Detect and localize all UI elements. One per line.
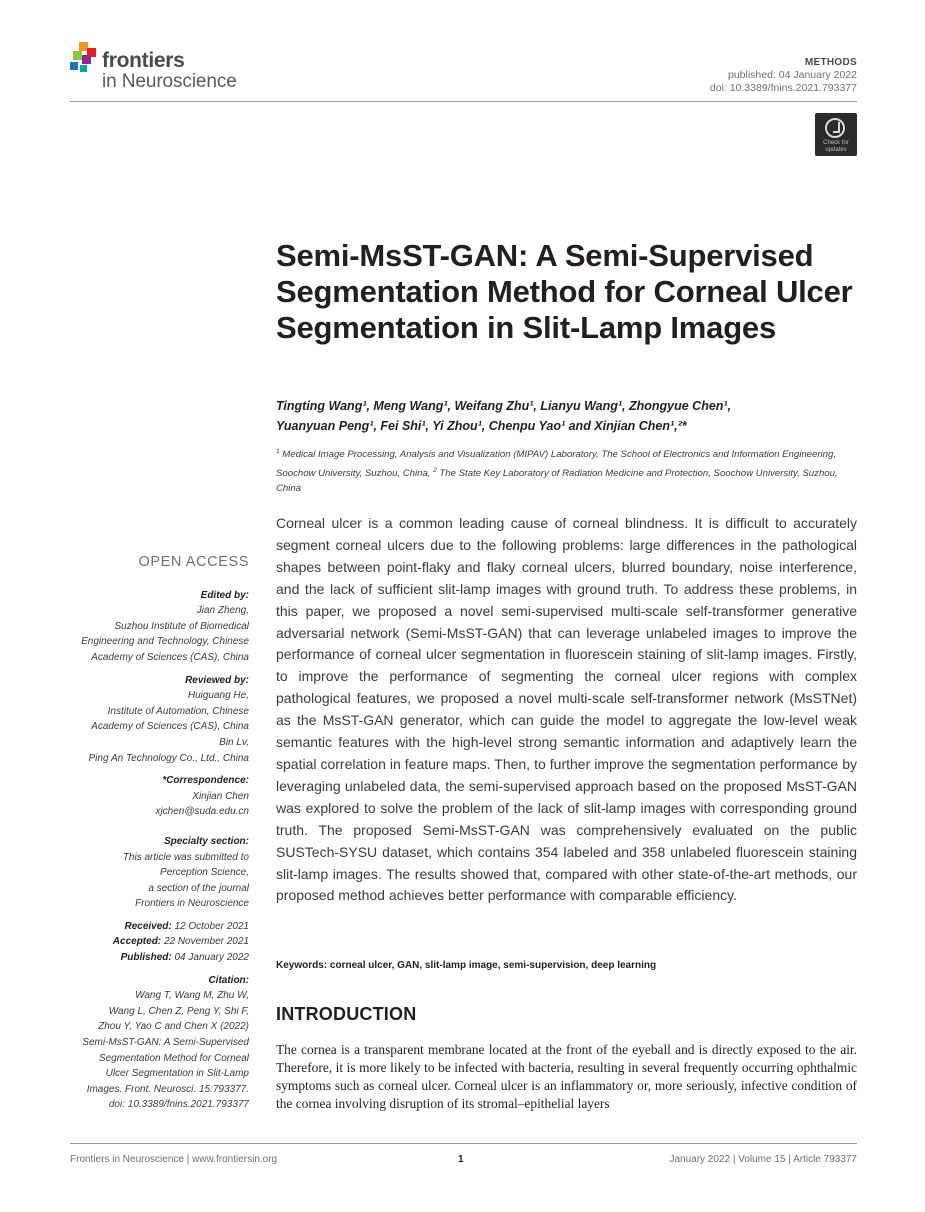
received-label: Received: xyxy=(124,920,172,932)
affil-sup-2: 2 xyxy=(433,466,437,474)
header-divider xyxy=(70,101,857,102)
dates-section xyxy=(60,919,249,966)
citation-line: Ulcer Segmentation in Slit-Lamp xyxy=(105,1068,249,1080)
reviewer-line: Institute of Automation, Chinese xyxy=(107,705,249,717)
citation-line: Zhou Y, Yao C and Chen X (2022) xyxy=(98,1021,249,1033)
correspondence-name: Xinjian Chen xyxy=(192,790,249,802)
journal-logo[interactable] xyxy=(70,42,270,94)
received-date: 12 October 2021 xyxy=(174,920,249,932)
edited-by-label: Edited by: xyxy=(200,589,249,601)
introduction-paragraph: The cornea is a transparent membrane located at the front of the eyeball and is directly exposed to the air. Therefore, it is more likely to be infected with bacteria, resulting in several frequently occurring ophthalmic symptoms such as corneal ulcer. Corneal ulcer is an inflammatory or, more seriously, infective condition of the cornea involving disruption of its stromal–epithelial layers xyxy=(276,1042,857,1112)
affiliation-1: Medical Image Processing, Analysis and Visualization (MIPAV) Laboratory, The School of Electronics and Information Engineering, Soochow University, Suzhou, China, xyxy=(276,449,836,479)
footer-divider xyxy=(70,1143,857,1144)
citation-line: Images. Front. Neurosci. 15:793377. xyxy=(86,1083,249,1095)
footer-journal-link[interactable]: Frontiers in Neuroscience | www.frontiersin.org xyxy=(70,1154,278,1165)
citation-label: Citation: xyxy=(208,974,249,986)
published-date: published: 04 January 2022 xyxy=(727,69,857,81)
reviewed-by-label: Reviewed by: xyxy=(185,674,249,686)
reviewer-line: Huiguang He, xyxy=(187,690,249,702)
edited-by-section xyxy=(60,588,249,666)
authors-line-2: Yuanyuan Peng¹, Fei Shi¹, Yi Zhou¹, Chenpu Yao¹ and Xinjian Chen¹,²* xyxy=(276,419,687,433)
check-icon xyxy=(825,118,845,138)
citation-line: Semi-MsST-GAN: A Semi-Supervised xyxy=(82,1037,249,1049)
authors-line-1: Tingting Wang¹, Meng Wang¹, Weifang Zhu¹, Lianyu Wang¹, Zhongyue Chen¹, xyxy=(276,399,732,413)
author-list xyxy=(276,396,861,436)
published-row xyxy=(60,950,249,966)
citation-section xyxy=(60,973,249,1113)
page-number: 1 xyxy=(458,1154,464,1165)
editor-line: Engineering and Technology, Chinese xyxy=(81,636,249,648)
footer-issue-info: January 2022 | Volume 15 | Article 793377 xyxy=(669,1154,857,1165)
editor-line: Jian Zheng, xyxy=(196,605,249,617)
received-row xyxy=(60,919,249,935)
affiliation-2: The State Key Laboratory of Radiation Medicine and Protection, Soochow University, Suzhou, China xyxy=(276,467,838,495)
article-type: METHODS xyxy=(804,57,857,68)
reviewer-line: Academy of Sciences (CAS), China xyxy=(91,721,249,733)
citation-line: Segmentation Method for Corneal xyxy=(98,1052,249,1064)
correspondence-label: *Correspondence: xyxy=(162,775,249,787)
journal-name: in Neuroscience xyxy=(102,71,237,92)
specialty-section xyxy=(60,834,249,912)
accepted-row xyxy=(60,934,249,950)
accepted-label: Accepted: xyxy=(112,936,162,948)
badge-label: Check for updates xyxy=(823,140,849,153)
specialty-label: Specialty section: xyxy=(163,835,249,847)
affiliations xyxy=(276,444,861,497)
specialty-line: This article was submitted to xyxy=(122,851,249,863)
specialty-line: Frontiers in Neuroscience xyxy=(135,898,249,910)
reviewer-line: Ping An Technology Co., Ltd., China xyxy=(88,752,249,764)
specialty-line: Perception Science, xyxy=(160,867,249,879)
published-label: Published: xyxy=(120,952,172,964)
section-heading-introduction: INTRODUCTION xyxy=(276,1004,417,1024)
reviewer-line: Bin Lv, xyxy=(219,736,249,748)
reviewed-by-section xyxy=(60,673,249,767)
article-doi[interactable]: doi: 10.3389/fnins.2021.793377 xyxy=(709,82,857,94)
citation-doi[interactable]: doi: 10.3389/fnins.2021.793377 xyxy=(108,1099,249,1111)
citation-line: Wang L, Chen Z, Peng Y, Shi F, xyxy=(108,1005,249,1017)
article-meta xyxy=(710,56,857,95)
frontiers-logo-icon xyxy=(70,42,100,74)
correspondence-section xyxy=(60,773,249,820)
article-title: Semi-MsST-GAN: A Semi-Supervised Segmentation Method for Corneal Ulcer Segmentation in Slit-Lamp Images xyxy=(276,238,853,345)
published-date-sidebar: 04 January 2022 xyxy=(174,952,249,964)
abstract: Corneal ulcer is a common leading cause of corneal blindness. It is difficult to accurately segment corneal ulcers due to the following problems: large differences in the pathological shapes between point-flaky and flaky corneal ulcers, blurred boundary, noise interference, and the lack of sufficient slit-lamp images with ground truth. To address these problems, in this paper, we proposed a novel semi-supervised multi-scale self-transformer generative adversarial network (Semi-MsST-GAN) that can leverage unlabeled images to improve the performance of corneal ulcer segmentation in fluorescein staining of slit-lamp images. Firstly, to improve the performance of segmenting the corneal ulcer regions with complex pathological features, we proposed a novel multi-scale self-transformer network (MsSTNet) as the MsST-GAN generator, which can guide the model to aggregate the low-level weak semantic features with the high-level strong semantic information and adaptively learn the spatial correlation in feature maps. Then, to further improve the segmentation performance by leveraging unlabeled data, the semi-supervised approach based on the proposed MsST-GAN was explored to solve the problem of the lack of slit-lamp images with corresponding ground truth. The proposed Semi-MsST-GAN was comprehensively evaluated on the public SUSTech-SYSU dataset, which contains 354 labeled and 358 unlabeled fluorescein staining slit-lamp images. The results showed that, compared with other state-of-the-art methods, our proposed method achieves better performance with comparable efficiency. xyxy=(276,515,857,904)
citation-line: Wang T, Wang M, Zhu W, xyxy=(135,990,249,1002)
editor-line: Academy of Sciences (CAS), China xyxy=(91,651,249,663)
article-sidebar xyxy=(60,555,249,1113)
specialty-line: a section of the journal xyxy=(148,882,249,894)
check-for-updates-badge[interactable] xyxy=(815,113,857,156)
affil-sup-1: 1 xyxy=(276,448,280,455)
keywords: Keywords: corneal ulcer, GAN, slit-lamp image, semi-supervision, deep learning xyxy=(276,960,657,971)
accepted-date: 22 November 2021 xyxy=(163,936,249,948)
editor-line: Suzhou Institute of Biomedical xyxy=(114,620,249,632)
correspondence-email[interactable]: xjchen@suda.edu.cn xyxy=(155,806,249,818)
open-access-label[interactable]: OPEN ACCESS xyxy=(138,554,249,570)
brand-name: frontiers xyxy=(102,49,185,72)
